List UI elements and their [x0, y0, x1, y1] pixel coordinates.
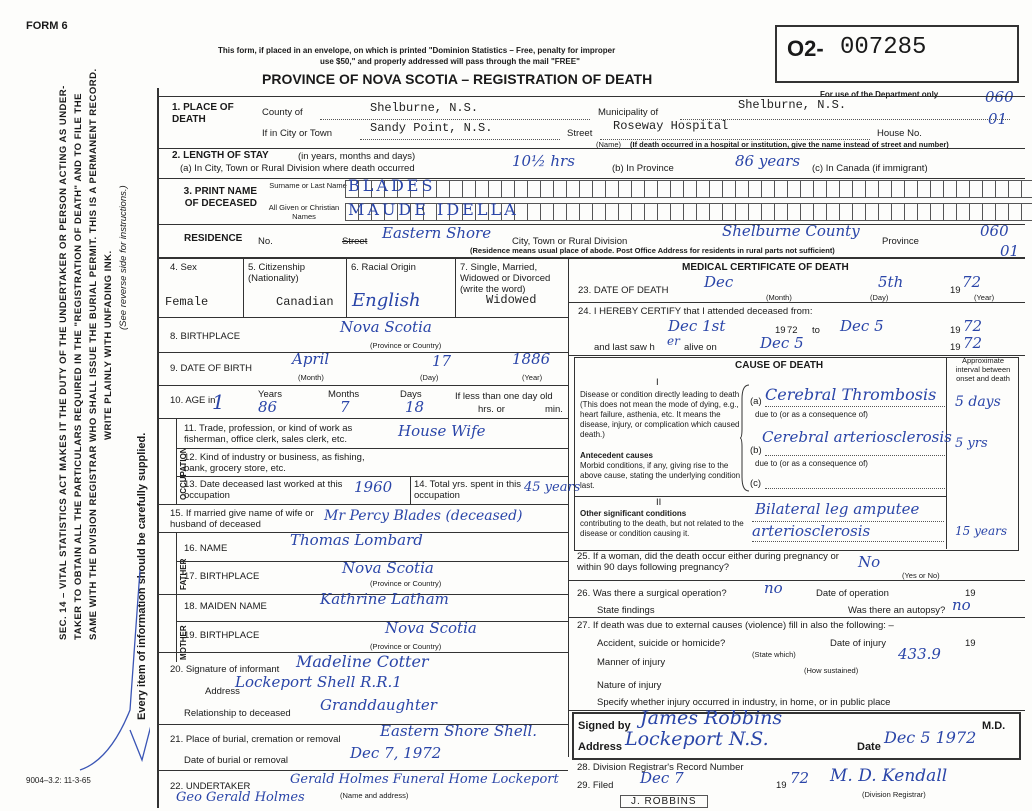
- cause-brace: [740, 384, 750, 492]
- record-number-label: 28. Division Registrar's Record Number: [577, 762, 744, 773]
- postal-notice-2: use $50," and properly addressed will pass through the mail "FREE": [320, 57, 580, 66]
- department-code-1: 060: [985, 88, 1014, 106]
- dod-year: 72: [962, 273, 982, 291]
- surgery-answer: no: [764, 579, 783, 597]
- min-label: min.: [545, 404, 563, 415]
- physician-address-value: Lockeport N.S.: [625, 728, 769, 750]
- operation-year-label: 19: [965, 588, 976, 599]
- birthplace-value: Nova Scotia: [340, 318, 432, 336]
- filed-date: Dec 7: [640, 769, 684, 787]
- letter-cell: [840, 180, 853, 198]
- letter-cell: [827, 203, 840, 221]
- letter-cell: [489, 180, 502, 198]
- nature-label: Nature of injury: [597, 680, 662, 691]
- department-code-2: 01: [988, 110, 1008, 128]
- dob-day: 17: [432, 352, 452, 370]
- statute-line-1: SEC. 14 – VITAL STATISTICS ACT MAKES IT THE DUTY OF THE UNDERTAKER OR PERSON ACTING AS UNDER-: [58, 85, 69, 640]
- marital-status-label: 7. Single, Married, Widowed or Divorced (write the word): [460, 262, 551, 295]
- due-to-label-b: due to (or as a consequence of): [755, 459, 868, 468]
- left-rule: [157, 88, 159, 808]
- registration-number: 007285: [840, 34, 927, 61]
- burial-place-label: 21. Place of burial, cremation or removal: [170, 734, 341, 745]
- letter-cell: [775, 180, 788, 198]
- letter-cell: [879, 180, 892, 198]
- other-conditions-value: Bilateral leg amputee: [755, 500, 920, 518]
- stay-province-value: 86 years: [735, 152, 801, 170]
- mother-maiden-name-label: 18. MAIDEN NAME: [184, 601, 267, 612]
- residence-city-value: Shelburne County: [722, 222, 860, 240]
- municipality-value: Shelburne, N.S.: [738, 98, 847, 112]
- due-to-label-a: due to (or as a consequence of): [755, 410, 868, 419]
- pregnancy-caption: (Yes or No): [902, 571, 940, 580]
- informant-signature-value[interactable]: Madeline Cotter: [296, 652, 429, 671]
- letter-cell: [918, 180, 931, 198]
- residence-label: RESIDENCE: [184, 233, 243, 244]
- trade-value: House Wife: [398, 422, 486, 440]
- residence-code-2: 01: [1000, 242, 1020, 260]
- letter-cell: [515, 180, 528, 198]
- age-months-label: Months: [328, 389, 360, 400]
- letter-cell: [697, 180, 710, 198]
- filed-year: 72: [790, 769, 810, 787]
- father-name-label: 16. NAME: [184, 543, 228, 554]
- other-conditions-value-2: arteriosclerosis: [752, 522, 871, 540]
- letter-cell: [671, 203, 684, 221]
- letter-cell: [957, 180, 970, 198]
- dob-month: April: [292, 350, 330, 368]
- letter-cell: [554, 180, 567, 198]
- street-value: Roseway Hospital: [613, 119, 729, 133]
- length-of-stay-sub: (in years, months and days): [298, 151, 416, 162]
- margin-pen-marks: [60, 560, 150, 780]
- statute-line-3: SAME WITH THE DIVISION REGISTRAR WHO SHALL ISSUE THE BURIAL PERMIT. THIS IS A PERMANENT RECORD.: [88, 68, 99, 640]
- antecedent-sub: Morbid conditions, if any, giving rise to the above cause, stating the underlying condition last.: [580, 461, 741, 490]
- surname-label: Surname or Last Name: [269, 181, 347, 190]
- total-years-label: 14. Total yrs. spent in this occupation: [414, 479, 522, 501]
- racial-origin-label: 6. Racial Origin: [351, 262, 416, 273]
- attended-from-year-prefix: 19: [775, 325, 786, 336]
- dod-day-caption: (Day): [870, 293, 889, 302]
- physician-date-label: Date: [857, 741, 881, 753]
- residence-street-label: Street: [342, 236, 368, 247]
- letter-cell: [944, 180, 957, 198]
- letter-cell: [749, 203, 762, 221]
- dod-month-caption: (Month): [766, 293, 792, 302]
- findings-label: State findings: [597, 605, 655, 616]
- citizenship-label: 5. Citizenship (Nationality): [248, 262, 306, 284]
- letter-cell: [788, 180, 801, 198]
- letter-cell: [580, 203, 593, 221]
- letter-cell: [866, 203, 879, 221]
- how-sustained-caption: (How sustained): [804, 666, 859, 675]
- hrs-label: hrs. or: [478, 404, 505, 415]
- last-saw-her: er: [667, 334, 680, 348]
- age-in-mark: 1: [212, 390, 225, 414]
- father-birthplace-value: Nova Scotia: [342, 559, 434, 577]
- undertaker-caption: (Name and address): [340, 791, 409, 800]
- operation-date-label: Date of operation: [816, 588, 889, 599]
- citizenship-value: Canadian: [276, 295, 334, 309]
- stay-city-value: 10½ hrs: [512, 152, 575, 170]
- letter-cell: [619, 180, 632, 198]
- county-label: County of: [262, 107, 303, 118]
- letter-cell: [814, 203, 827, 221]
- alive-on-label: alive on: [684, 342, 717, 353]
- every-item-note: Every item of information should be carefully supplied.: [136, 432, 148, 720]
- father-name-value: Thomas Lombard: [290, 531, 423, 549]
- house-number-label: House No.: [877, 128, 922, 139]
- other-conditions-sub: contributing to the death, but not related to the disease or condition causing it.: [580, 519, 744, 538]
- letter-cell: [892, 180, 905, 198]
- letter-cell: [814, 180, 827, 198]
- letter-cell: [437, 180, 450, 198]
- mother-birthplace-caption: (Province or Country): [370, 642, 442, 651]
- letter-cell: [697, 203, 710, 221]
- print-code: 9004–3.2: 11-3-65: [26, 776, 91, 785]
- dob-month-caption: (Month): [298, 373, 324, 382]
- undertaker-value-2: Geo Gerald Holmes: [176, 790, 305, 805]
- surname-letter-grid: [345, 180, 1032, 198]
- burial-date-label: Date of burial or removal: [184, 755, 289, 766]
- name-caption: (Name): [596, 140, 622, 149]
- burial-date-value: Dec 7, 1972: [350, 744, 442, 762]
- autopsy-question: Was there an autopsy?: [848, 605, 946, 616]
- municipality-label: Municipality of: [598, 107, 659, 118]
- letter-cell: [658, 180, 671, 198]
- letter-cell: [541, 180, 554, 198]
- form-title: PROVINCE OF NOVA SCOTIA – REGISTRATION OF DEATH: [262, 71, 653, 87]
- residence-no-label: No.: [258, 236, 273, 247]
- residence-city-label: City, Town or Rural Division: [512, 236, 628, 247]
- signed-by-label: Signed by: [578, 720, 631, 732]
- dob-year: 1886: [512, 350, 551, 368]
- department-use-label: For use of the Department only: [820, 90, 939, 99]
- letter-cell: [801, 203, 814, 221]
- letter-cell: [606, 180, 619, 198]
- filed-label: 29. Filed: [577, 780, 614, 791]
- informant-address-label: Address: [205, 686, 240, 697]
- antecedent-label: Antecedent causes: [580, 451, 653, 460]
- father-side-label: FATHER: [179, 558, 188, 590]
- md-label: M.D.: [982, 720, 1006, 732]
- attended-to-label: to: [812, 325, 820, 336]
- letter-cell: [944, 203, 957, 221]
- age-days-value: 18: [405, 398, 425, 416]
- father-birthplace-label: 17. BIRTHPLACE: [184, 571, 260, 582]
- dod-year-prefix: 19: [950, 285, 961, 296]
- physician-stamp: J. ROBBINS: [620, 795, 708, 808]
- attended-from: Dec 1st: [668, 317, 726, 335]
- classification-code: 433.9: [898, 645, 941, 663]
- letter-cell: [853, 180, 866, 198]
- form-number: FORM 6: [26, 20, 68, 32]
- residence-code: 060: [980, 222, 1009, 240]
- registration-prefix: O2-: [787, 36, 824, 61]
- letter-cell: [866, 180, 879, 198]
- letter-cell: [684, 180, 697, 198]
- letter-cell: [593, 180, 606, 198]
- letter-cell: [645, 203, 658, 221]
- other-conditions-interval: 15 years: [955, 524, 1008, 538]
- physician-address-label: Address: [578, 741, 623, 753]
- dod-month: Dec: [704, 273, 734, 291]
- last-worked-label: 13. Date deceased last worked at this occupation: [184, 479, 343, 501]
- letter-cell: [762, 203, 775, 221]
- letter-cell: [983, 180, 996, 198]
- letter-cell: [827, 180, 840, 198]
- letter-cell: [450, 180, 463, 198]
- letter-cell: [710, 203, 723, 221]
- accident-label: Accident, suicide or homicide?: [597, 638, 726, 649]
- relationship-value: Granddaughter: [320, 696, 437, 714]
- letter-cell: [801, 180, 814, 198]
- letter-cell: [996, 180, 1009, 198]
- attended-to: Dec 5: [840, 317, 884, 335]
- father-birthplace-caption: (Province or Country): [370, 579, 442, 588]
- surname-value: BLADES: [348, 176, 436, 195]
- part-one-label: I: [656, 377, 659, 388]
- letter-cell: [632, 180, 645, 198]
- residence-note: (Residence means usual place of abode. Post Office Address for residents in rural parts not sufficient): [470, 246, 835, 255]
- letter-cell: [879, 203, 892, 221]
- filed-year-prefix: 19: [776, 780, 787, 791]
- mother-maiden-name-value: Kathrine Latham: [320, 590, 449, 608]
- letter-cell: [1009, 203, 1022, 221]
- letter-cell: [983, 203, 996, 221]
- last-seen-year: 72: [963, 334, 983, 352]
- age-months-value: 7: [340, 398, 350, 416]
- specify-label: Specify whether injury occurred in industry, in home, or in public place: [597, 697, 891, 708]
- attended-from-year: 72: [787, 325, 798, 336]
- statute-line-2: TAKER TO OBTAIN ALL THE PARTICULARS REQUIRED IN THE "REGISTRATION OF DEATH" AND TO FILE THE: [73, 93, 84, 640]
- letter-cell: [632, 203, 645, 221]
- letter-cell: [541, 203, 554, 221]
- letter-cell: [619, 203, 632, 221]
- letter-cell: [905, 180, 918, 198]
- letter-cell: [762, 180, 775, 198]
- spouse-label: 15. If married give name of wife or husband of deceased: [170, 508, 314, 530]
- dob-day-caption: (Day): [420, 373, 439, 382]
- reverse-side-note: (See reverse side for instructions.): [118, 185, 129, 330]
- city-label: If in City or Town: [262, 128, 333, 139]
- certify-label: 24. I HEREBY CERTIFY that I attended deceased from:: [578, 306, 813, 317]
- street-label: Street: [567, 128, 593, 139]
- place-of-death-label: 1. PLACE OF DEATH: [172, 102, 234, 125]
- city-value: Sandy Point, N.S.: [370, 121, 493, 135]
- age-days-label: Days: [400, 389, 422, 400]
- letter-cell: [918, 203, 931, 221]
- hospital-note: (If death occurred in a hospital or institution, give the name instead of street and number): [630, 140, 949, 149]
- letter-cell: [580, 180, 593, 198]
- stay-province-label: (b) In Province: [612, 163, 674, 174]
- relationship-label: Relationship to deceased: [184, 708, 291, 719]
- physician-date-value: Dec 5 1972: [884, 728, 977, 747]
- letter-cell: [710, 180, 723, 198]
- dod-year-caption: (Year): [974, 293, 995, 302]
- spouse-value: Mr Percy Blades (deceased): [324, 508, 523, 524]
- letter-cell: [658, 203, 671, 221]
- letter-cell: [892, 203, 905, 221]
- state-which-caption: (State which): [752, 650, 796, 659]
- sex-value: Female: [165, 295, 209, 309]
- medical-certificate-heading: MEDICAL CERTIFICATE OF DEATH: [682, 262, 849, 273]
- letter-cell: [970, 180, 983, 198]
- burial-place-value: Eastern Shore Shell.: [380, 722, 538, 740]
- occupation-side-label: OCCUPATION: [179, 447, 188, 500]
- age-years-label: Years: [258, 389, 282, 400]
- age-years-value: 86: [258, 398, 278, 416]
- age-label: 10. AGE in: [170, 395, 216, 406]
- birthplace-label: 8. BIRTHPLACE: [170, 331, 241, 342]
- registrar-caption: (Division Registrar): [862, 790, 926, 799]
- date-of-death-label: 23. DATE OF DEATH: [578, 285, 669, 296]
- letter-cell: [528, 203, 541, 221]
- postal-notice-1: This form, if placed in an envelope, on which is printed "Dominion Statistics – Free, penalty for improper: [218, 46, 616, 55]
- letter-cell: [1009, 180, 1022, 198]
- letter-cell: [788, 203, 801, 221]
- letter-cell: [775, 203, 788, 221]
- print-name-label: 3. PRINT NAME OF DECEASED: [183, 186, 257, 209]
- length-of-stay-label: 2. LENGTH OF STAY: [172, 150, 269, 161]
- pregnancy-question: 25. If a woman, did the death occur either during pregnancy or within 90 days following pregnancy?: [577, 551, 839, 573]
- letter-cell: [931, 180, 944, 198]
- residence-province-label: Province: [882, 236, 919, 247]
- letter-cell: [931, 203, 944, 221]
- letter-cell: [528, 180, 541, 198]
- surgery-question: 26. Was there a surgical operation?: [577, 588, 727, 599]
- sex-label: 4. Sex: [170, 262, 197, 273]
- birthplace-caption: (Province or Country): [370, 341, 442, 350]
- cause-b-label: (b): [750, 445, 762, 456]
- last-saw-label: and last saw h: [594, 342, 655, 353]
- last-seen-date: Dec 5: [760, 334, 804, 352]
- letter-cell: [593, 203, 606, 221]
- letter-cell: [671, 180, 684, 198]
- letter-cell: [736, 180, 749, 198]
- informant-address-value: Lockeport Shell R.R.1: [235, 673, 402, 691]
- cause-b-value: Cerebral arteriosclerosis: [762, 428, 952, 446]
- letter-cell: [970, 203, 983, 221]
- direct-cause-label: Disease or condition directly leading to death (This does not mean the mode of dying, e.g., heart failure, asthenia, etc. It means the disease, injury, or complication which caused death.): [580, 390, 740, 439]
- mother-side-label: MOTHER: [179, 625, 188, 660]
- letter-cell: [853, 203, 866, 221]
- dod-day: 5th: [878, 273, 904, 291]
- interval-label: Approximate interval between onset and death: [955, 356, 1011, 383]
- total-years-value: 45 years: [524, 480, 581, 495]
- stay-city-label: (a) In City, Town or Rural Division where death occurred: [180, 163, 415, 174]
- letter-cell: [1022, 203, 1032, 221]
- mother-birthplace-label: 19. BIRTHPLACE: [184, 630, 260, 641]
- letter-cell: [840, 203, 853, 221]
- letter-cell: [606, 203, 619, 221]
- given-names-value: MAUDE IDELLA: [348, 200, 519, 219]
- mother-birthplace-value: Nova Scotia: [385, 619, 477, 637]
- less-than-day-label: If less than one day old: [455, 391, 553, 402]
- letter-cell: [905, 203, 918, 221]
- attended-to-year-prefix: 19: [950, 325, 961, 336]
- industry-label: 12. Kind of industry or business, as fishing, bank, grocery store, etc.: [184, 452, 365, 474]
- injury-year-label: 19: [965, 638, 976, 649]
- letter-cell: [645, 180, 658, 198]
- physician-signature[interactable]: James Robbins: [640, 707, 783, 729]
- statute-line-4: WRITE PLAINLY WITH UNFADING INK.: [103, 250, 114, 440]
- last-seen-year-prefix: 19: [950, 342, 961, 353]
- letter-cell: [567, 180, 580, 198]
- letter-cell: [1022, 180, 1032, 198]
- injury-date-label: Date of injury: [830, 638, 886, 649]
- other-conditions-label: Other significant conditions: [580, 509, 687, 518]
- trade-label: 11. Trade, profession, or kind of work as fisherman, office clerk, sales clerk, etc.: [184, 423, 353, 445]
- letter-cell: [463, 180, 476, 198]
- county-value: Shelburne, N.S.: [370, 101, 479, 115]
- cause-c-label: (c): [750, 478, 762, 489]
- letter-cell: [723, 180, 736, 198]
- dob-label: 9. DATE OF BIRTH: [170, 363, 252, 374]
- cause-b-interval: 5 yrs: [955, 436, 988, 451]
- letter-cell: [723, 203, 736, 221]
- letter-cell: [684, 203, 697, 221]
- letter-cell: [749, 180, 762, 198]
- cause-a-interval: 5 days: [955, 394, 1001, 410]
- manner-label: Manner of injury: [597, 657, 666, 668]
- attended-to-year: 72: [963, 317, 983, 335]
- letter-cell: [736, 203, 749, 221]
- stay-canada-label: (c) In Canada (if immigrant): [812, 163, 928, 174]
- letter-cell: [476, 180, 489, 198]
- letter-cell: [554, 203, 567, 221]
- part-two-label: II: [656, 497, 662, 508]
- registrar-signature: M. D. Kendall: [830, 766, 948, 786]
- last-worked-value: 1960: [354, 478, 393, 496]
- external-causes-question: 27. If death was due to external causes (violence) fill in also the following: –: [577, 620, 894, 631]
- racial-origin-value: English: [352, 290, 421, 311]
- cause-a-value: Cerebral Thrombosis: [765, 385, 937, 404]
- marital-status-value: Widowed: [486, 293, 537, 307]
- informant-signature-label: 20. Signature of informant: [170, 664, 280, 675]
- dob-year-caption: (Year): [522, 373, 543, 382]
- letter-cell: [996, 203, 1009, 221]
- autopsy-answer: no: [952, 596, 971, 614]
- pregnancy-answer: No: [858, 553, 881, 571]
- residence-street-value: Eastern Shore: [382, 224, 492, 242]
- letter-cell: [502, 180, 515, 198]
- letter-cell: [567, 203, 580, 221]
- given-names-label: All Given or Christian Names: [268, 203, 340, 221]
- undertaker-label: 22. UNDERTAKER: [170, 781, 251, 792]
- letter-cell: [957, 203, 970, 221]
- undertaker-value: Gerald Holmes Funeral Home Lockeport: [290, 772, 559, 787]
- cause-a-label: (a): [750, 396, 762, 407]
- cause-of-death-heading: CAUSE OF DEATH: [735, 360, 824, 371]
